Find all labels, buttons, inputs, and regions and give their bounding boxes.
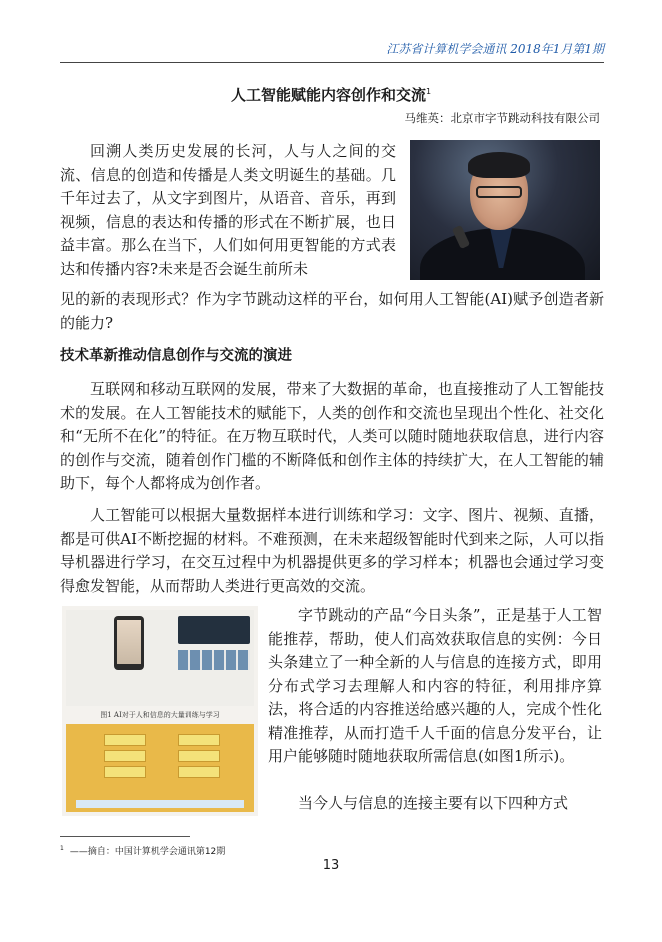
article-title [0, 82, 662, 105]
photo-hair [468, 152, 530, 178]
title-footnote-mark: 1 [425, 87, 432, 96]
diagram-box [178, 750, 220, 762]
page-number: 13 [322, 858, 340, 873]
tiles-illustration [178, 650, 250, 670]
paragraph-ai-learning: 人工智能可以根据大量数据样本进行训练和学习：文字、图片、视频、直播，都是可供AI不断挖掘的材料。不难预测，在未来超级智能时代到来之际，人可以指导机器进行学习，在交互过程中为机器提供更多的学习样本；机器也会通过学习变得愈发智能，从而帮助人类进行更高效的交流。 [60, 506, 604, 595]
footnote [60, 843, 225, 858]
diagram-box [178, 734, 220, 746]
paragraph-toutiao: 字节跳动的产品“今日头条”，正是基于人工智能推荐，帮助，使人们高效获取信息的实例：今日头条建立了一种全新的人与信息的连接方式，即用分布式学习去理解人和内容的特征，利用排序算法，将合适的内容推送给感兴趣的人，完成个性化精准推荐，从而打造千人千面的信息分发平台，让用户能够随时随地获取所需信息(如图1所示)。 [268, 606, 602, 765]
photo-glasses [476, 186, 522, 198]
running-header: 江苏省计算机学会通讯 2018年1月第1期 [60, 40, 604, 63]
paragraph-internet: 互联网和移动互联网的发展，带来了大数据的革命，也直接推动了人工智能技术的发展。在人工智能技术的赋能下，人类的创作和交流也呈现出个性化、社交化和“无所不在化”的特征。在万物互联时代，人类可以随时随地获取信息，进行内容的创作与交流，随着创作门槛的不断降低和创作主体的持续扩大，在人工智能的辅助下，每个人都将成为创作者。 [60, 380, 604, 492]
figure-caption: 图1 AI对于人和信息的大量训练与学习 [100, 711, 220, 719]
footnote-mark: 1 [60, 845, 64, 852]
footnote-text: ——摘自：中国计算机学会通讯第12期 [69, 847, 226, 857]
footnote-divider [60, 836, 190, 837]
paragraph-intro-continued: 见的新的表现形式？作为字节跳动这样的平台，如何用人工智能(AI)赋予创造者新的能力? [60, 290, 604, 332]
figure-diagram-bottom [66, 724, 254, 812]
paragraph-connection-modes: 当今人与信息的连接主要有以下四种方式 [298, 794, 569, 812]
phone-icon [114, 616, 144, 670]
figure-1 [62, 606, 258, 816]
author-line: 马维英：北京市字节跳动科技有限公司 [404, 111, 600, 125]
figure-diagram-top [66, 610, 254, 706]
diagram-box [104, 766, 146, 778]
author-photo [410, 140, 600, 280]
screens-illustration [178, 616, 250, 644]
paragraph-intro: 回溯人类历史发展的长河，人与人之间的交流、信息的创造和传播是人类文明诞生的基础。几千年过去了，从文字到图片，从语音、音乐，再到视频，信息的表达和传播的形式在不断扩展，也日益丰富。那么在当下，人们如何用更智能的方式表达和传播内容?未来是否会诞生前所未 [60, 142, 396, 278]
diagram-box [104, 734, 146, 746]
diagram-bar [76, 800, 244, 808]
diagram-box [104, 750, 146, 762]
section-heading: 技术革新推动信息创作与交流的演进 [60, 348, 292, 364]
article-title-text: 人工智能赋能内容创作和交流 [230, 86, 426, 104]
diagram-box [178, 766, 220, 778]
